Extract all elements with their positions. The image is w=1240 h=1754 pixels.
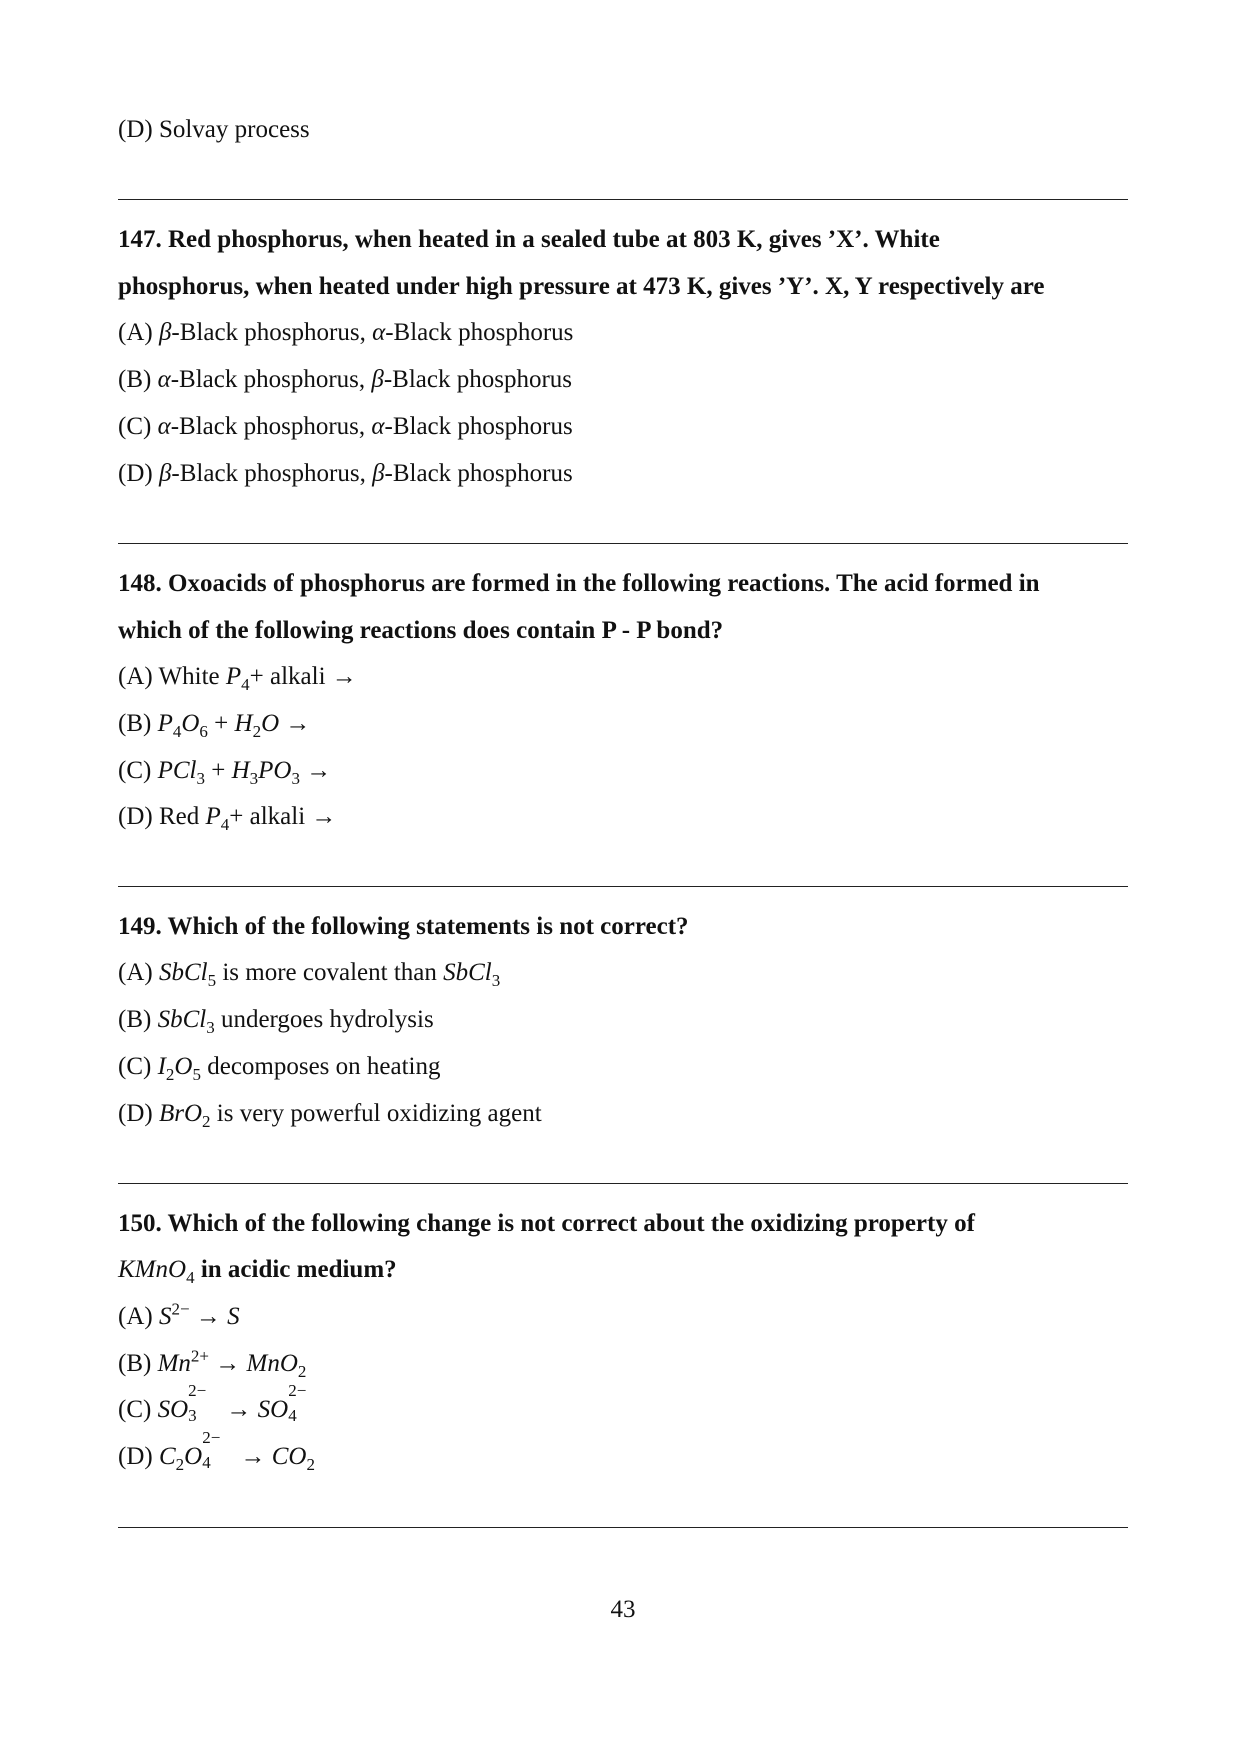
q150-text-line2: KMnO$_4$ in acidic medium?: [118, 1256, 397, 1287]
q150-option-d: (D) $C_2O$ 2− 4 → $CO_2$: [118, 1428, 315, 1474]
q149-option-b: (B) SbCl$_3$ undergoes hydrolysis: [118, 1006, 434, 1037]
q147-option-d: (D) β-Black phosphorus, β-Black phosphorus: [118, 460, 573, 487]
q150-option-c: (C) SO 2− 3 → SO 2− 4: [118, 1381, 307, 1425]
divider: [118, 199, 1128, 200]
q149-option-d: (D) BrO$_2$ is very powerful oxidizing agent: [118, 1100, 542, 1131]
divider: [118, 1183, 1128, 1184]
q147-text-line1: 147. Red phosphorus, when heated in a sealed tube at 803 K, gives ’X’. White: [118, 226, 940, 253]
q149-text: 149. Which of the following statements is not correct?: [118, 913, 689, 940]
divider: [118, 886, 1128, 887]
q148-text-line2: which of the following reactions does contain P - P bond?: [118, 617, 724, 644]
q150-option-b: (B) $Mn^{2+} \to MnO_2$: [118, 1346, 307, 1381]
q149-option-c: (C) $I_2O_5$ decomposes on heating: [118, 1053, 441, 1084]
page-number: 43: [610, 1596, 636, 1623]
q150-option-a: (A) $S^{2-} \to S$: [118, 1299, 240, 1330]
q148-option-d: (D) Red $P_4+$ alkali →: [118, 803, 337, 834]
q147-option-b: (B) α-Black phosphorus, β-Black phosphorus: [118, 366, 572, 393]
q149-option-a: (A) SbCl$_5$ is more covalent than SbCl$_3$: [118, 959, 501, 990]
q147-option-a: (A) β-Black phosphorus, α-Black phosphorus: [118, 319, 574, 346]
q150-text-line1: 150. Which of the following change is not correct about the oxidizing property of: [118, 1210, 975, 1237]
q148-option-c: (C) $PCl_3 + H_3PO_3$ →: [118, 757, 332, 788]
q148-text-line1: 148. Oxoacids of phosphorus are formed in the following reactions. The acid formed in: [118, 570, 1040, 597]
divider: [118, 1527, 1128, 1528]
divider: [118, 543, 1128, 544]
q146-option-d: (D) Solvay process: [118, 116, 310, 143]
q147-text-line2: phosphorus, when heated under high pressure at 473 K, gives ’Y’. X, Y respectively are: [118, 273, 1045, 300]
q148-option-a: (A) White $P_4+$ alkali →: [118, 663, 357, 694]
q148-option-b: (B) $P_4O_6 + H_2O$ →: [118, 710, 311, 741]
q147-option-c: (C) α-Black phosphorus, α-Black phosphorus: [118, 413, 573, 440]
